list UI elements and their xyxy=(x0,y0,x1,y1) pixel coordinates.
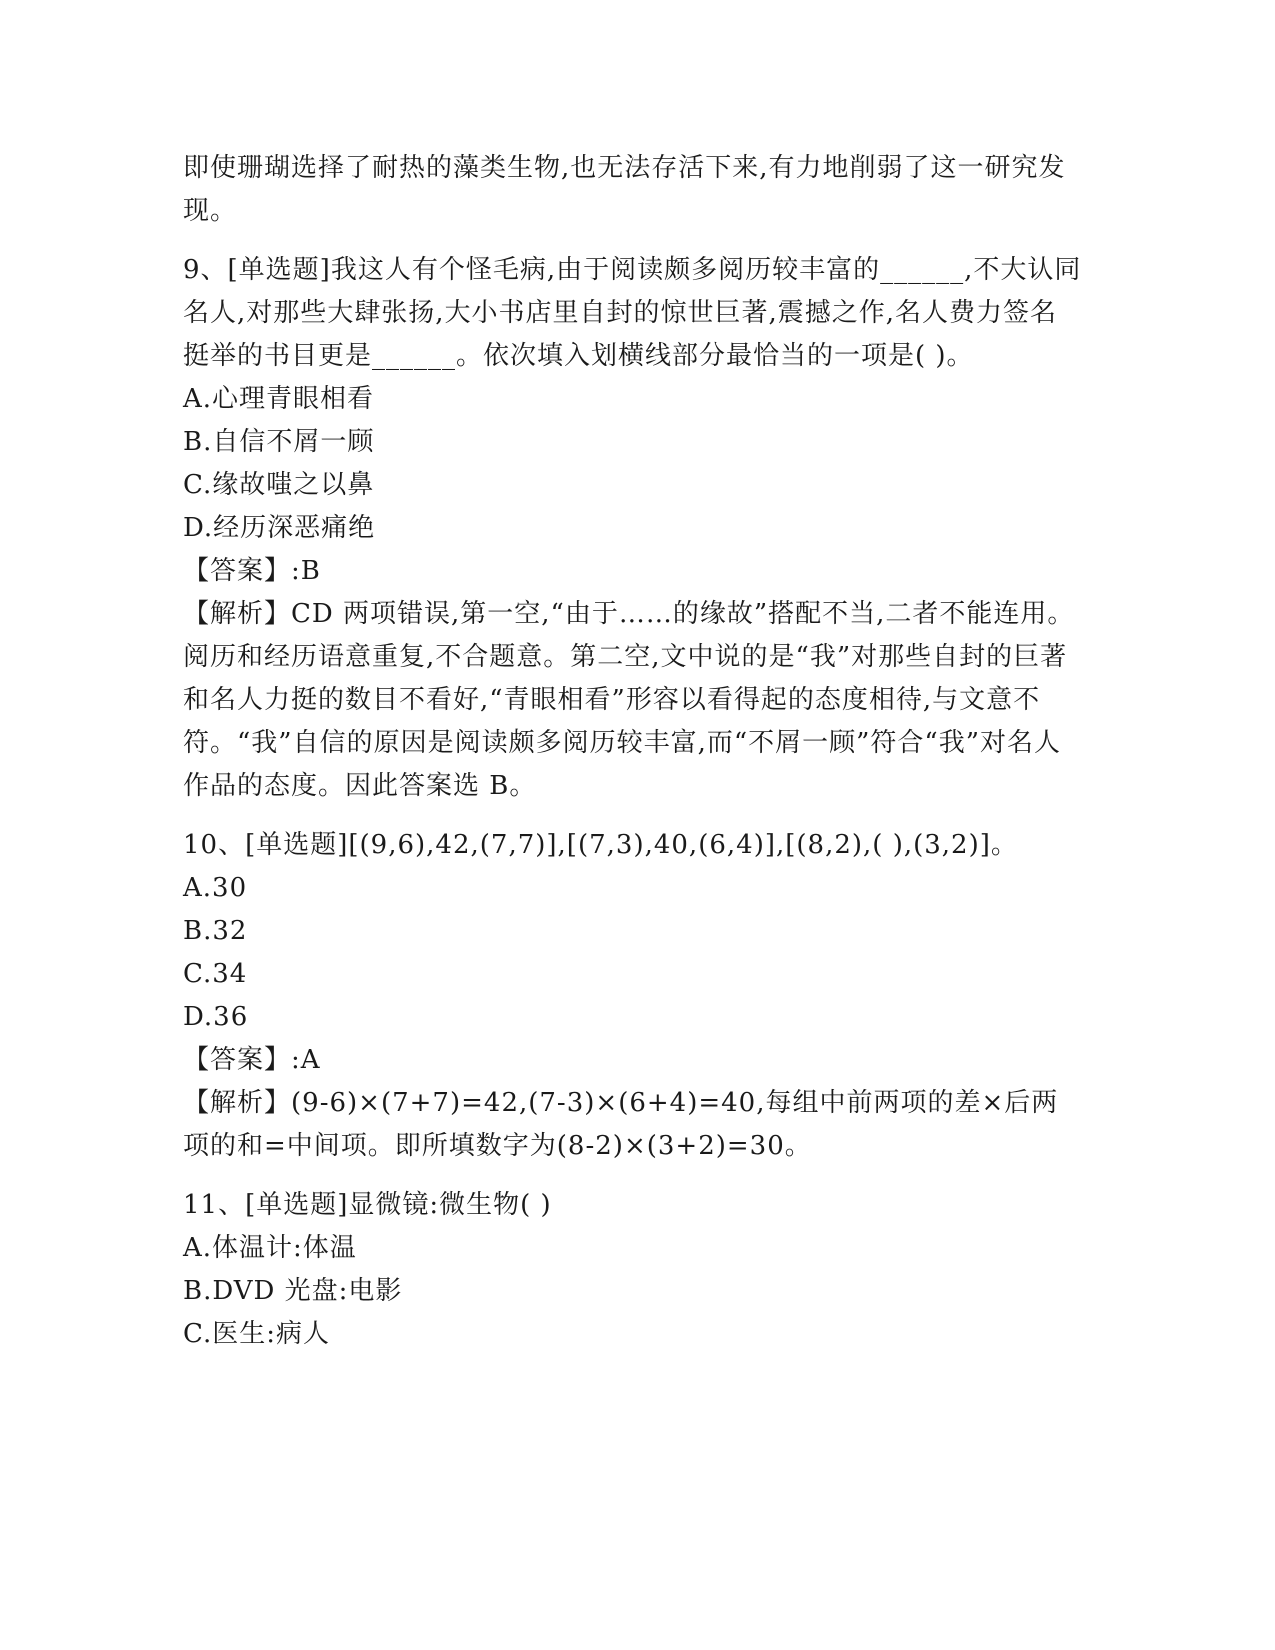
analysis-text: (9-6)×(7+7)=42,(7-3)×(6+4)=40,每组中前两项的差×后两项的和=中间项。即所填数字为(8-2)×(3+2)=30。 xyxy=(183,1088,1059,1161)
answer-line xyxy=(183,550,1083,593)
option-b: B.DVD 光盘:电影 xyxy=(183,1276,403,1306)
question-stem: 9、[单选题]我这人有个怪毛病,由于阅读颇多阅历较丰富的______,不大认同名人,对那些大肆张扬,大小书店里自封的惊世巨著,震撼之作,名人费力签名挺举的书目更是______。依次填入划横线部分最恰当的一项是( )。 xyxy=(183,255,1082,371)
option-a: A.体温计:体温 xyxy=(183,1233,357,1263)
option-b: B.32 xyxy=(183,916,248,946)
answer-line xyxy=(183,1039,1083,1082)
option-a: A.30 xyxy=(183,873,248,903)
option-a: A.心理青眼相看 xyxy=(183,384,375,414)
answer-tag: 【答案】 xyxy=(183,1045,292,1075)
answer-value: :B xyxy=(291,556,321,586)
question-11 xyxy=(183,1184,1083,1356)
analysis-line xyxy=(183,1082,1083,1168)
analysis-tag: 【解析】 xyxy=(183,599,292,629)
answer-value: :A xyxy=(291,1045,321,1075)
question-10 xyxy=(183,824,1083,1168)
analysis-tag: 【解析】 xyxy=(183,1088,292,1118)
document-page xyxy=(183,147,1083,1356)
question-stem: 10、[单选题][(9,6),42,(7,7)],[(7,3),40,(6,4)],[(8,2),( ),(3,2)]。 xyxy=(183,830,1018,860)
option-d: D.经历深恶痛绝 xyxy=(183,513,376,543)
question-9 xyxy=(183,249,1083,808)
option-c: C.缘故嗤之以鼻 xyxy=(183,470,375,500)
analysis-text: CD 两项错误,第一空,“由于……的缘故”搭配不当,二者不能连用。阅历和经历语意重复,不合题意。第二空,文中说的是“我”对那些自封的巨著和名人力挺的数目不看好,“青眼相看”形容以看得起的态度相待,与文意不符。“我”自信的原因是阅读颇多阅历较丰富,而“不屑一顾”符合“我”对名人作品的态度。因此答案选 B。 xyxy=(183,599,1075,801)
option-c: C.医生:病人 xyxy=(183,1319,330,1349)
option-c: C.34 xyxy=(183,959,248,989)
option-b: B.自信不屑一顾 xyxy=(183,427,375,457)
option-d: D.36 xyxy=(183,1002,249,1032)
intro-paragraph: 即使珊瑚选择了耐热的藻类生物,也无法存活下来,有力地削弱了这一研究发现。 xyxy=(183,153,1066,226)
question-stem: 11、[单选题]显微镜:微生物( ) xyxy=(183,1190,552,1220)
answer-tag: 【答案】 xyxy=(183,556,292,586)
analysis-line xyxy=(183,593,1083,808)
